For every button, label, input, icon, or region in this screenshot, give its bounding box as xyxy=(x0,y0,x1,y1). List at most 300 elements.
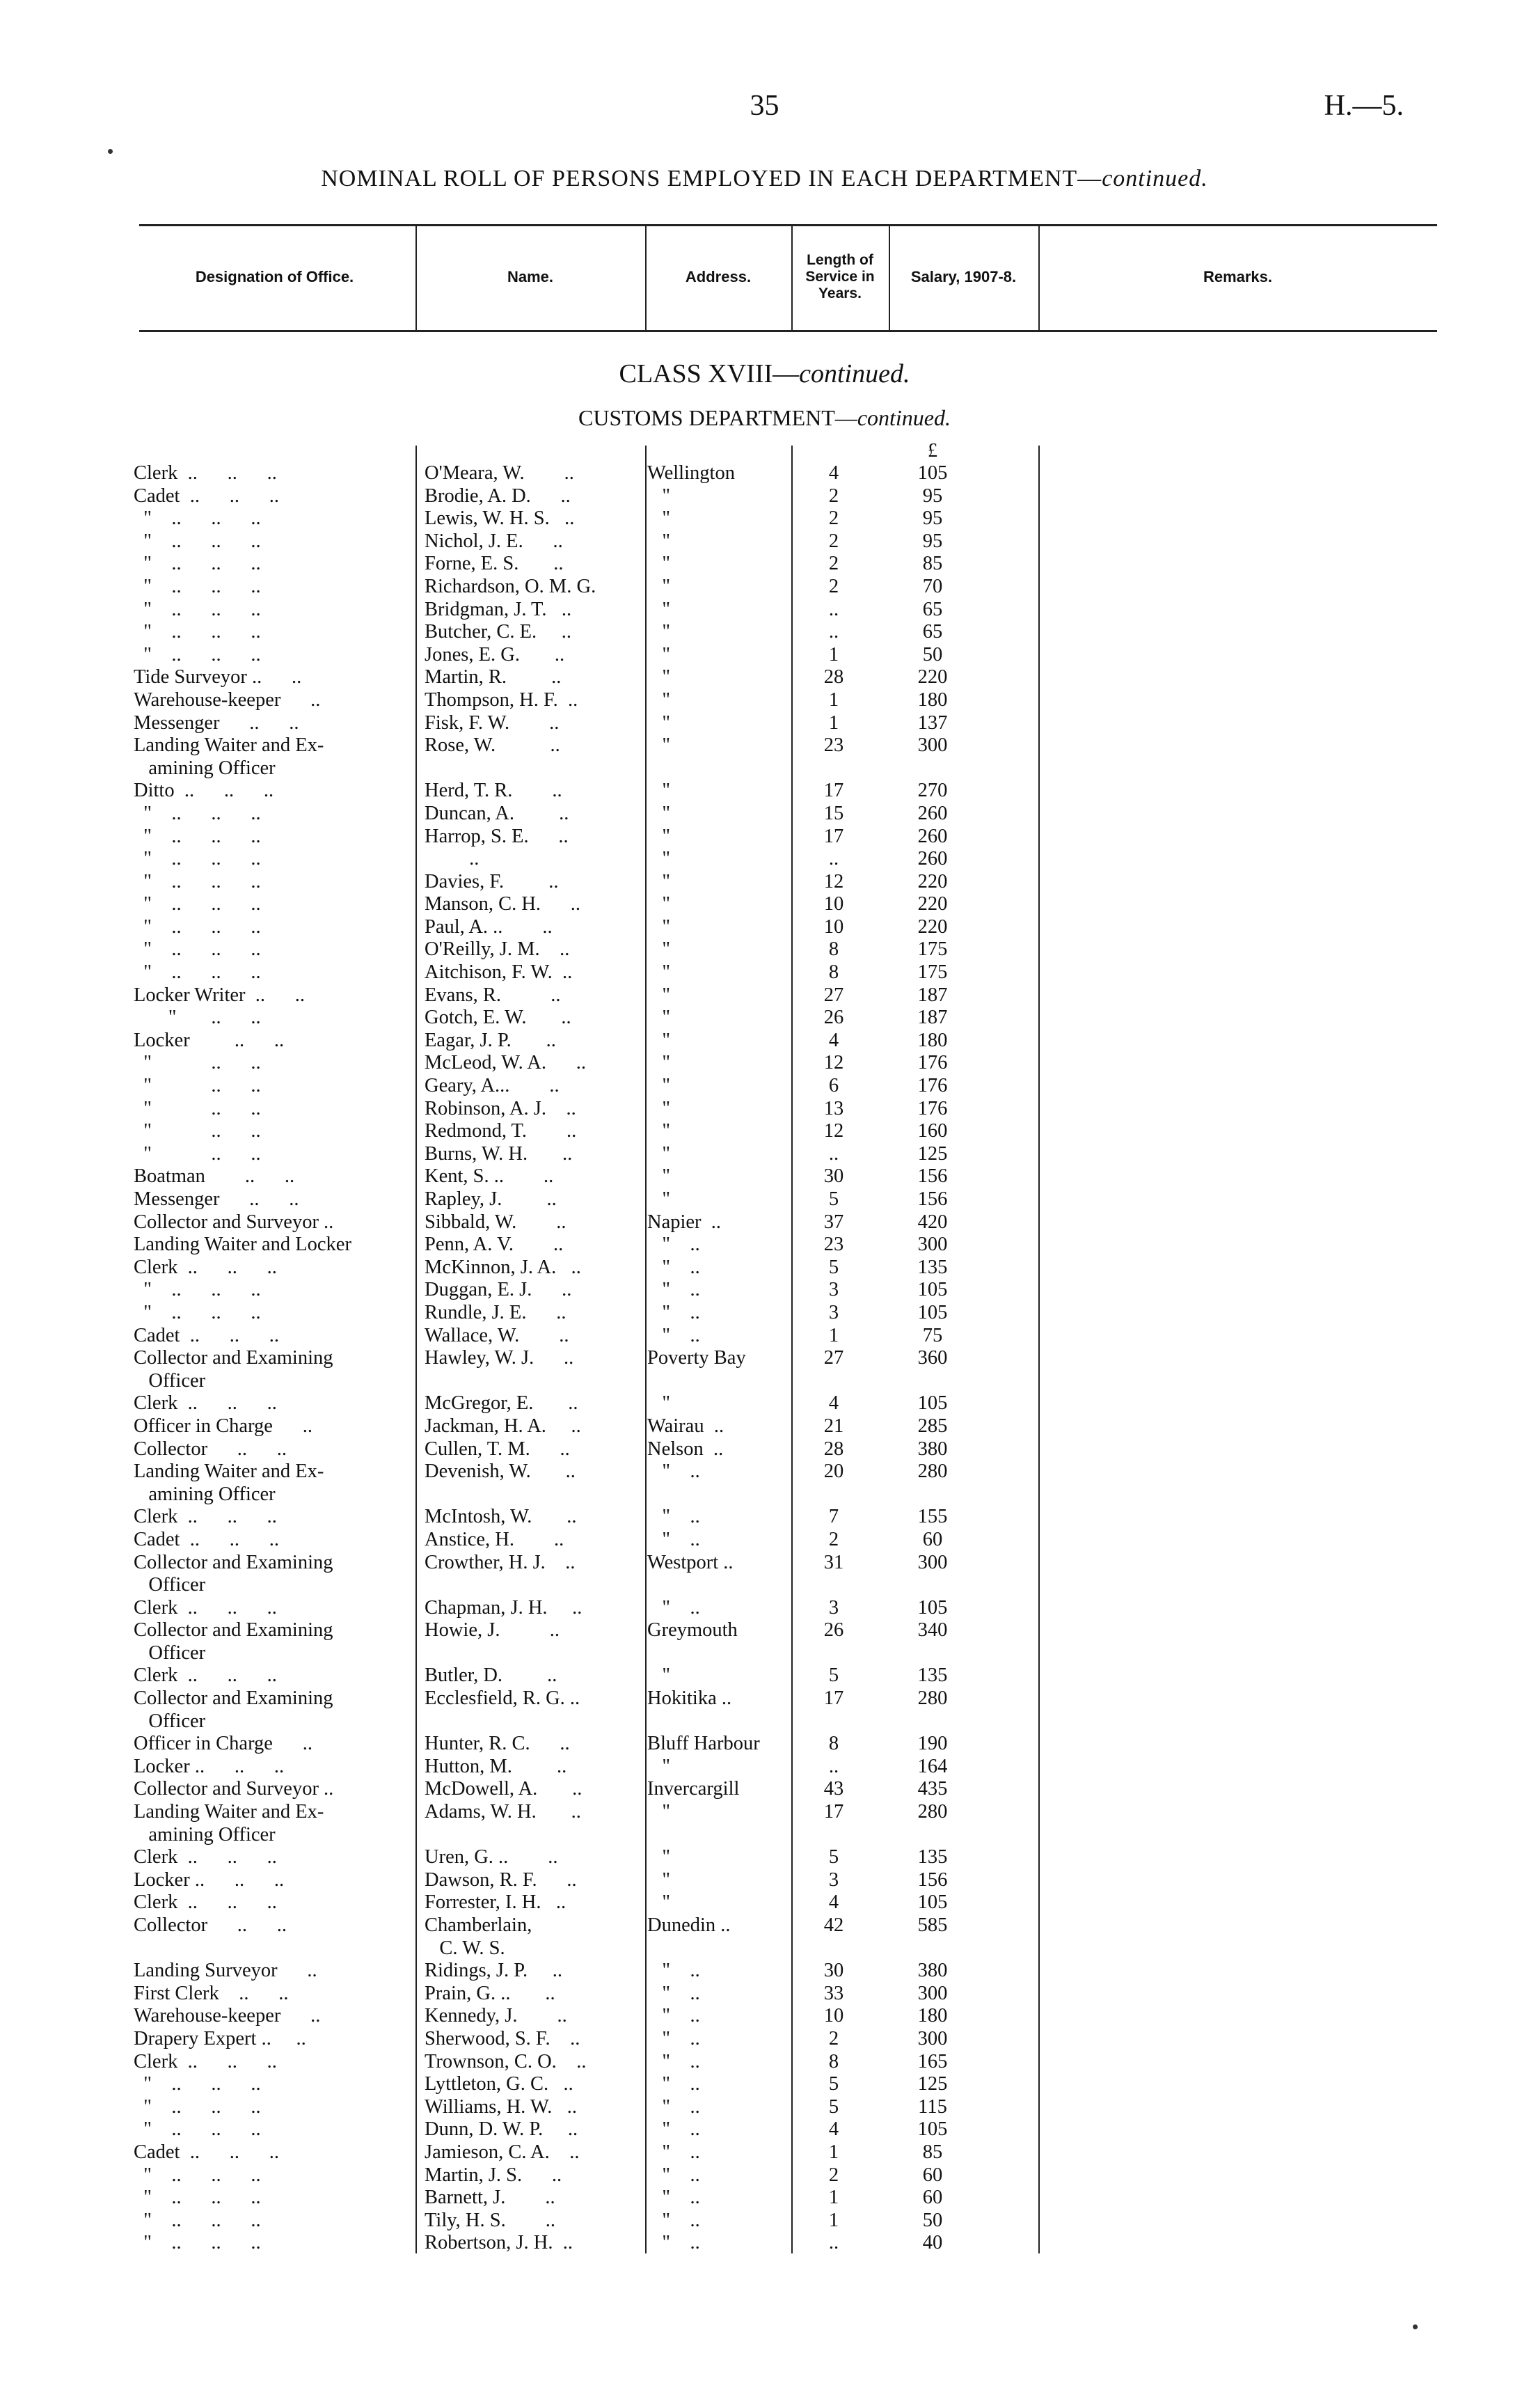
name-cell: McDowell, A. .. xyxy=(425,1778,583,1800)
table-row xyxy=(0,485,1529,508)
salary-cell: 165 xyxy=(917,2050,948,2072)
designation-cell: Messenger .. .. xyxy=(134,711,299,734)
header-bottom-rule xyxy=(139,330,1437,332)
table-row xyxy=(0,826,1529,849)
salary-cell: 95 xyxy=(922,530,943,552)
designation-cell: Cadet .. .. .. xyxy=(134,2141,279,2163)
table-row xyxy=(0,1506,1529,1529)
salary-cell: 65 xyxy=(922,598,943,620)
designation-cell: Clerk .. .. .. xyxy=(134,1846,277,1868)
salary-cell: 585 xyxy=(917,1914,948,1936)
address-cell: " xyxy=(647,598,671,620)
length-of-service-cell: 1 xyxy=(828,2209,839,2231)
table-row xyxy=(0,621,1529,644)
length-of-service-cell: .. xyxy=(828,621,839,643)
name-cell: Anstice, H. .. xyxy=(425,1528,564,1550)
length-of-service-cell: 1 xyxy=(828,1324,839,1346)
salary-cell: 70 xyxy=(922,575,943,597)
column-header-length: Length of Service in Years. xyxy=(805,252,875,301)
name-cell: Duncan, A. .. xyxy=(425,802,569,824)
length-of-service-cell: 12 xyxy=(823,1052,844,1074)
address-cell: " xyxy=(647,1075,671,1097)
name-cell: Dawson, R. F. .. xyxy=(425,1868,577,1891)
table-row xyxy=(0,1211,1529,1234)
table-row xyxy=(0,1438,1529,1461)
table-row xyxy=(0,1030,1529,1053)
name-cell: Geary, A... .. xyxy=(425,1075,560,1097)
length-of-service-cell: 2 xyxy=(828,507,839,530)
salary-cell: 156 xyxy=(917,1868,948,1891)
salary-cell: 176 xyxy=(917,1097,948,1119)
length-of-service-cell: 30 xyxy=(823,1165,844,1188)
department-heading-continued: continued. xyxy=(857,405,951,430)
column-header-name: Name. xyxy=(507,268,554,285)
address-cell: " xyxy=(647,1868,671,1891)
designation-cell: Drapery Expert .. .. xyxy=(134,2027,306,2049)
length-of-service-cell: 10 xyxy=(823,2005,844,2027)
length-of-service-cell: 2 xyxy=(828,2164,839,2186)
table-row xyxy=(0,599,1529,622)
designation-cell: " .. .. .. xyxy=(134,802,261,824)
length-of-service-cell: 5 xyxy=(828,2095,839,2118)
name-cell: Prain, G. .. .. xyxy=(425,1982,555,2004)
address-cell: " xyxy=(647,711,671,734)
salary-cell: 105 xyxy=(917,1891,948,1914)
name-cell: Bridgman, J. T. .. xyxy=(425,598,572,620)
salary-cell: 60 xyxy=(922,2164,943,2186)
class-heading-main: CLASS XVIII— xyxy=(619,359,800,388)
table-row xyxy=(0,1756,1529,1779)
header-divider xyxy=(645,224,647,330)
length-of-service-cell: 23 xyxy=(823,734,844,757)
designation-cell: " .. .. .. xyxy=(134,598,261,620)
length-of-service-cell: 2 xyxy=(828,1528,839,1550)
name-cell: Brodie, A. D. .. xyxy=(425,485,571,507)
name-cell: Hutton, M. .. xyxy=(425,1755,567,1777)
length-of-service-cell: 4 xyxy=(828,2118,839,2141)
address-cell: " xyxy=(647,961,671,984)
address-cell: " .. xyxy=(647,2232,700,2254)
name-cell: Thompson, H. F. .. xyxy=(425,688,578,711)
name-cell: Jackman, H. A. .. xyxy=(425,1415,581,1437)
salary-cell: 270 xyxy=(917,780,948,802)
name-cell: Ridings, J. P. .. xyxy=(425,1960,562,1982)
address-cell: " .. xyxy=(647,2005,700,2027)
designation-cell: " .. .. xyxy=(134,1142,261,1165)
table-row xyxy=(0,1733,1529,1756)
table-row xyxy=(0,530,1529,553)
salary-cell: 190 xyxy=(917,1733,948,1755)
length-of-service-cell: .. xyxy=(828,1142,839,1165)
table-row xyxy=(0,1619,1529,1665)
length-of-service-cell: 26 xyxy=(823,1007,844,1029)
designation-cell: " .. .. .. xyxy=(134,825,261,847)
salary-cell: 115 xyxy=(918,2095,947,2118)
table-row xyxy=(0,2005,1529,2028)
table-row xyxy=(0,1120,1529,1143)
name-cell: Gotch, E. W. .. xyxy=(425,1007,571,1029)
table-row xyxy=(0,1869,1529,1892)
table-row xyxy=(0,984,1529,1007)
name-cell: Richardson, O. M. G. xyxy=(425,575,596,597)
name-cell: .. xyxy=(425,848,480,870)
designation-cell: Landing Waiter and Locker xyxy=(134,1234,351,1256)
page-number: 35 xyxy=(750,90,779,122)
designation-cell: Tide Surveyor .. .. xyxy=(134,666,302,688)
address-cell: " .. xyxy=(647,2187,700,2209)
salary-cell: 65 xyxy=(922,621,943,643)
table-row xyxy=(0,734,1529,780)
designation-cell: Landing Waiter and Ex- amining Officer xyxy=(134,734,324,779)
name-cell: O'Reilly, J. M. .. xyxy=(425,938,570,961)
length-of-service-cell: 2 xyxy=(828,553,839,575)
name-cell: Howie, J. .. xyxy=(425,1619,560,1642)
designation-cell: Locker .. .. xyxy=(134,1029,285,1051)
length-of-service-cell: 2 xyxy=(828,2027,839,2049)
table-row xyxy=(0,1778,1529,1801)
address-cell: " .. xyxy=(647,2073,700,2095)
designation-cell: " .. .. .. xyxy=(134,1301,261,1323)
name-cell: Trownson, C. O. .. xyxy=(425,2050,587,2072)
address-cell: " .. xyxy=(647,1960,700,1982)
table-row xyxy=(0,1165,1529,1188)
name-cell: Kennedy, J. .. xyxy=(425,2005,567,2027)
name-cell: Butler, D. .. xyxy=(425,1665,557,1687)
designation-cell: " .. .. .. xyxy=(134,507,261,530)
salary-cell: 105 xyxy=(917,1392,948,1415)
designation-cell: Boatman .. .. xyxy=(134,1165,295,1188)
address-cell: " .. xyxy=(647,1982,700,2004)
designation-cell: " .. .. xyxy=(134,1075,261,1097)
name-cell: Forne, E. S. .. xyxy=(425,553,564,575)
address-cell: " xyxy=(647,984,671,1006)
salary-cell: 176 xyxy=(917,1075,948,1097)
name-cell: Hawley, W. J. .. xyxy=(425,1347,574,1369)
salary-cell: 85 xyxy=(922,553,943,575)
name-cell: Penn, A. V. .. xyxy=(425,1234,564,1256)
header-divider xyxy=(1038,224,1040,330)
address-cell: Napier .. xyxy=(647,1211,722,1233)
length-of-service-cell: 5 xyxy=(828,2073,839,2095)
salary-cell: 175 xyxy=(917,938,948,961)
length-of-service-cell: 27 xyxy=(823,984,844,1006)
length-of-service-cell: 8 xyxy=(828,961,839,984)
length-of-service-cell: 4 xyxy=(828,462,839,484)
table-row xyxy=(0,1007,1529,1030)
designation-cell: Collector and Surveyor .. xyxy=(134,1211,334,1233)
salary-cell: 60 xyxy=(922,2187,943,2209)
name-cell: Ecclesfield, R. G. .. xyxy=(425,1687,580,1710)
address-cell: " xyxy=(647,1007,671,1029)
table-row xyxy=(0,1529,1529,1552)
header-divider xyxy=(889,224,890,330)
name-cell: Jones, E. G. .. xyxy=(425,643,565,666)
name-cell: McLeod, W. A. .. xyxy=(425,1052,586,1074)
designation-cell: Warehouse-keeper .. xyxy=(134,2005,321,2027)
address-cell: " xyxy=(647,1097,671,1119)
designation-cell: Landing Waiter and Ex- amining Officer xyxy=(134,1801,324,1846)
address-cell: " xyxy=(647,915,671,938)
designation-cell: First Clerk .. .. xyxy=(134,1982,289,2004)
salary-cell: 95 xyxy=(922,485,943,507)
name-cell: Burns, W. H. .. xyxy=(425,1142,573,1165)
designation-cell: " .. .. .. xyxy=(134,2187,261,2209)
length-of-service-cell: 13 xyxy=(823,1097,844,1119)
name-cell: Jamieson, C. A. .. xyxy=(425,2141,580,2163)
header-divider xyxy=(791,224,793,330)
name-cell: Robinson, A. J. .. xyxy=(425,1097,576,1119)
table-row xyxy=(0,1983,1529,2006)
column-header-salary: Salary, 1907-8. xyxy=(910,268,1017,285)
name-cell: Herd, T. R. .. xyxy=(425,780,562,802)
length-of-service-cell: 12 xyxy=(823,870,844,892)
table-row xyxy=(0,666,1529,689)
table-row xyxy=(0,893,1529,916)
salary-cell: 105 xyxy=(917,462,948,484)
department-heading-main: CUSTOMS DEPARTMENT— xyxy=(578,405,857,430)
table-row xyxy=(0,1891,1529,1914)
salary-cell: 220 xyxy=(917,893,948,915)
length-of-service-cell: 4 xyxy=(828,1392,839,1415)
address-cell: " xyxy=(647,666,671,688)
salary-cell: 260 xyxy=(917,802,948,824)
length-of-service-cell: 2 xyxy=(828,575,839,597)
name-cell: Redmond, T. .. xyxy=(425,1120,577,1142)
table-row xyxy=(0,2210,1529,2233)
designation-cell: Clerk .. .. .. xyxy=(134,1256,277,1278)
address-cell: " xyxy=(647,485,671,507)
class-heading xyxy=(0,359,1529,389)
length-of-service-cell: 10 xyxy=(823,893,844,915)
salary-cell: 105 xyxy=(917,1279,948,1301)
length-of-service-cell: 6 xyxy=(828,1075,839,1097)
length-of-service-cell: 8 xyxy=(828,938,839,961)
designation-cell: Landing Waiter and Ex- amining Officer xyxy=(134,1461,324,1505)
name-cell: Rundle, J. E. .. xyxy=(425,1301,567,1323)
designation-cell: Clerk .. .. .. xyxy=(134,462,277,484)
name-cell: Hunter, R. C. .. xyxy=(425,1733,570,1755)
address-cell: " .. xyxy=(647,2050,700,2072)
designation-cell: " .. .. xyxy=(134,1120,261,1142)
name-cell: Fisk, F. W. .. xyxy=(425,711,560,734)
designation-cell: Messenger .. .. xyxy=(134,1188,299,1210)
address-cell: " .. xyxy=(647,1256,700,1278)
address-cell: " xyxy=(647,507,671,530)
table-row xyxy=(0,1461,1529,1506)
name-cell: Adams, W. H. .. xyxy=(425,1801,581,1823)
header-divider xyxy=(415,224,417,330)
table-row xyxy=(0,2073,1529,2096)
length-of-service-cell: 5 xyxy=(828,1665,839,1687)
length-of-service-cell: 3 xyxy=(828,1301,839,1323)
address-cell: " xyxy=(647,1052,671,1074)
length-of-service-cell: 20 xyxy=(823,1461,844,1483)
designation-cell: Locker .. .. .. xyxy=(134,1868,285,1891)
length-of-service-cell: 31 xyxy=(823,1551,844,1573)
name-cell: Kent, S. .. .. xyxy=(425,1165,554,1188)
salary-cell: 300 xyxy=(917,1982,948,2004)
address-cell: " xyxy=(647,825,671,847)
salary-cell: 285 xyxy=(917,1415,948,1437)
length-of-service-cell: 2 xyxy=(828,485,839,507)
length-of-service-cell: 3 xyxy=(828,1868,839,1891)
table-row xyxy=(0,2118,1529,2141)
length-of-service-cell: 43 xyxy=(823,1778,844,1800)
length-of-service-cell: 1 xyxy=(828,2187,839,2209)
table-row xyxy=(0,1188,1529,1211)
name-cell: Eagar, J. P. .. xyxy=(425,1029,556,1051)
page-title xyxy=(0,166,1529,192)
length-of-service-cell: 21 xyxy=(823,1415,844,1437)
name-cell: Rapley, J. .. xyxy=(425,1188,557,1210)
address-cell: " .. xyxy=(647,2118,700,2141)
name-cell: Nichol, J. E. .. xyxy=(425,530,563,552)
length-of-service-cell: 17 xyxy=(823,780,844,802)
salary-cell: 260 xyxy=(917,825,948,847)
address-cell: Dunedin .. xyxy=(647,1914,731,1936)
address-cell: " xyxy=(647,802,671,824)
salary-cell: 105 xyxy=(917,2118,948,2141)
designation-cell: Cadet .. .. .. xyxy=(134,1528,279,1550)
salary-cell: 380 xyxy=(917,1960,948,1982)
table-row xyxy=(0,1098,1529,1121)
length-of-service-cell: 2 xyxy=(828,530,839,552)
table-row xyxy=(0,1687,1529,1733)
designation-cell: " .. .. .. xyxy=(134,2209,261,2231)
currency-symbol: £ xyxy=(928,440,937,462)
table-row xyxy=(0,2164,1529,2187)
salary-cell: 220 xyxy=(917,915,948,938)
name-cell: Cullen, T. M. .. xyxy=(425,1438,570,1460)
designation-cell: Cadet .. .. .. xyxy=(134,485,279,507)
length-of-service-cell: 1 xyxy=(828,2141,839,2163)
salary-cell: 50 xyxy=(922,2209,943,2231)
table-row xyxy=(0,2141,1529,2164)
length-of-service-cell: 3 xyxy=(828,1279,839,1301)
designation-cell: " .. .. .. xyxy=(134,2232,261,2254)
designation-cell: " .. .. .. xyxy=(134,961,261,984)
table-row xyxy=(0,2232,1529,2255)
address-cell: " xyxy=(647,1665,671,1687)
table-row xyxy=(0,1075,1529,1098)
length-of-service-cell: 23 xyxy=(823,1234,844,1256)
address-cell: Westport .. xyxy=(647,1551,734,1573)
salary-cell: 380 xyxy=(917,1438,948,1460)
salary-cell: 340 xyxy=(917,1619,948,1642)
address-cell: " xyxy=(647,1801,671,1823)
table-row xyxy=(0,938,1529,961)
name-cell: O'Meara, W. .. xyxy=(425,462,574,484)
table-row xyxy=(0,916,1529,939)
designation-cell: " .. .. .. xyxy=(134,1279,261,1301)
name-cell: Williams, H. W. .. xyxy=(425,2095,577,2118)
table-row xyxy=(0,780,1529,803)
name-cell: Wallace, W. .. xyxy=(425,1324,569,1346)
salary-cell: 135 xyxy=(917,1846,948,1868)
salary-cell: 155 xyxy=(917,1506,948,1528)
address-cell: " .. xyxy=(647,1596,700,1619)
name-cell: Robertson, J. H. .. xyxy=(425,2232,573,2254)
designation-cell: " .. .. .. xyxy=(134,2073,261,2095)
designation-cell: " .. .. .. xyxy=(134,870,261,892)
address-cell: Wellington xyxy=(647,462,735,484)
length-of-service-cell: 12 xyxy=(823,1120,844,1142)
table-row xyxy=(0,689,1529,712)
salary-cell: 137 xyxy=(917,711,948,734)
table-row xyxy=(0,1302,1529,1325)
class-heading-continued: continued. xyxy=(799,359,910,388)
designation-cell: " .. .. xyxy=(134,1097,261,1119)
length-of-service-cell: 8 xyxy=(828,1733,839,1755)
length-of-service-cell: 17 xyxy=(823,1801,844,1823)
length-of-service-cell: 17 xyxy=(823,825,844,847)
designation-cell: " .. .. xyxy=(134,1052,261,1074)
name-cell: Duggan, E. J. .. xyxy=(425,1279,572,1301)
salary-cell: 420 xyxy=(917,1211,948,1233)
salary-cell: 125 xyxy=(917,2073,948,2095)
column-header-designation: Designation of Office. xyxy=(195,268,354,285)
address-cell: " xyxy=(647,575,671,597)
table-row xyxy=(0,803,1529,826)
salary-cell: 175 xyxy=(917,961,948,984)
table-row xyxy=(0,2187,1529,2210)
address-cell: " xyxy=(647,1188,671,1210)
designation-cell: Clerk .. .. .. xyxy=(134,1506,277,1528)
length-of-service-cell: 28 xyxy=(823,666,844,688)
designation-cell: " .. .. .. xyxy=(134,915,261,938)
name-cell: Dunn, D. W. P. .. xyxy=(425,2118,578,2141)
salary-cell: 164 xyxy=(917,1755,948,1777)
salary-cell: 220 xyxy=(917,870,948,892)
table-row xyxy=(0,1143,1529,1166)
table-row xyxy=(0,1257,1529,1280)
table-row xyxy=(0,576,1529,599)
table-row xyxy=(0,1846,1529,1869)
table-row xyxy=(0,961,1529,984)
salary-cell: 300 xyxy=(917,2027,948,2049)
designation-cell: Officer in Charge .. xyxy=(134,1733,312,1755)
address-cell: " .. xyxy=(647,1506,700,1528)
designation-cell: Collector .. .. xyxy=(134,1914,287,1936)
length-of-service-cell: 26 xyxy=(823,1619,844,1642)
page-title-main: NOMINAL ROLL OF PERSONS EMPLOYED IN EACH DEPARTMENT— xyxy=(321,166,1102,191)
address-cell: Wairau .. xyxy=(647,1415,724,1437)
salary-cell: 300 xyxy=(917,734,948,757)
nominal-roll-table xyxy=(0,462,1529,2255)
designation-cell: Collector .. .. xyxy=(134,1438,287,1460)
address-cell: " xyxy=(647,848,671,870)
table-row xyxy=(0,1801,1529,1846)
salary-cell: 95 xyxy=(922,507,943,530)
name-cell: Tily, H. S. .. xyxy=(425,2209,555,2231)
designation-cell: Collector and Examining Officer xyxy=(134,1347,333,1392)
table-row xyxy=(0,1052,1529,1075)
length-of-service-cell: 1 xyxy=(828,643,839,666)
salary-cell: 280 xyxy=(917,1687,948,1710)
table-row xyxy=(0,1960,1529,1983)
designation-cell: " .. .. .. xyxy=(134,893,261,915)
address-cell: " xyxy=(647,643,671,666)
designation-cell: " .. .. .. xyxy=(134,848,261,870)
table-row xyxy=(0,1279,1529,1302)
designation-cell: Warehouse-keeper .. xyxy=(134,688,321,711)
address-cell: " xyxy=(647,734,671,757)
designation-cell: Collector and Examining Officer xyxy=(134,1619,333,1664)
table-row xyxy=(0,1597,1529,1620)
table-row xyxy=(0,1325,1529,1348)
length-of-service-cell: 5 xyxy=(828,1188,839,1210)
salary-cell: 435 xyxy=(917,1778,948,1800)
